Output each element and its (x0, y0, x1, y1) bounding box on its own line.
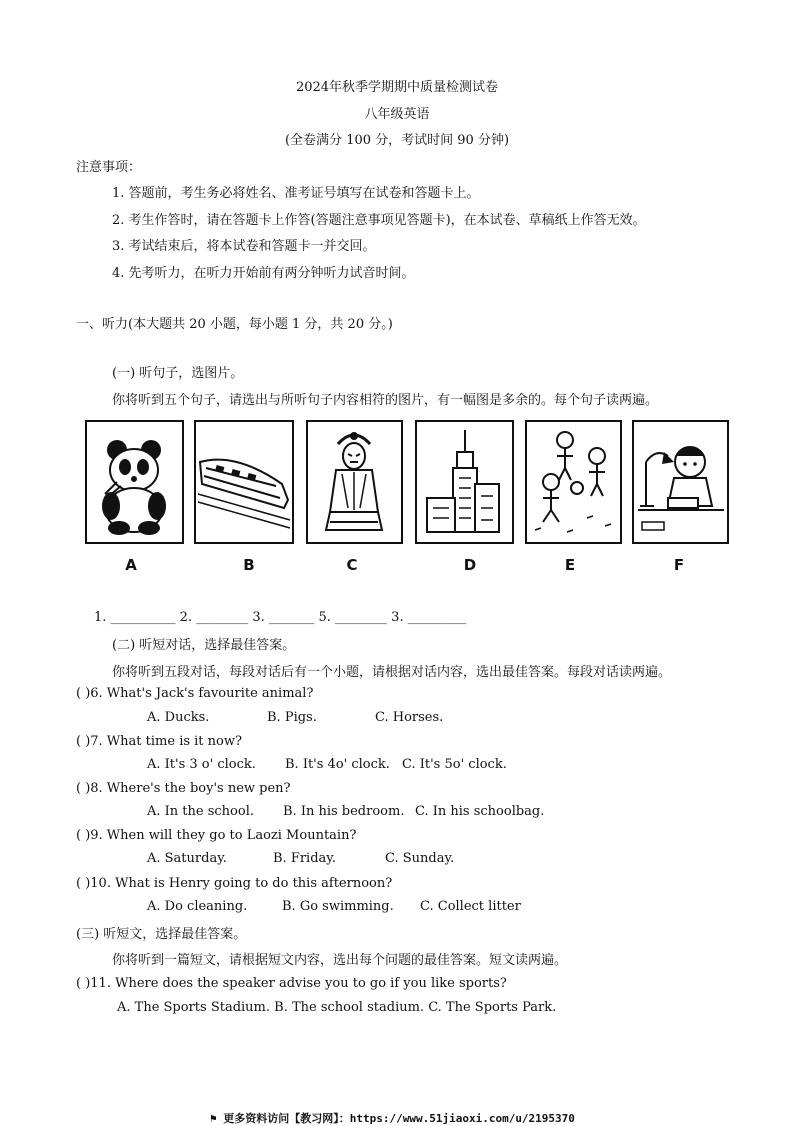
option-c[interactable]: C. Collect litter (420, 899, 521, 914)
picture-letter: E (564, 556, 576, 574)
question-11: ( )11. Where does the speaker advise you to go if you like sports? (76, 976, 507, 991)
question-10: ( )10. What is Henry going to do this afternoon? (76, 876, 393, 891)
option-a[interactable]: A. It's 3 o' clock. (147, 757, 256, 772)
picture-letter: F (673, 556, 685, 574)
question-9: ( )9. When will they go to Laozi Mountain? (76, 828, 357, 843)
picture-letter: D (463, 556, 477, 574)
option-b[interactable]: B. In his bedroom. (283, 804, 405, 819)
picture-letter: C (346, 556, 358, 574)
option-a[interactable]: A. Ducks. (147, 710, 210, 725)
part1-instruction: 你将听到五个句子，请选出与所听句子内容相符的图片，有一幅图是多余的。每个句子读两遍。 (112, 393, 659, 408)
buildings-icon (417, 422, 512, 542)
part3-title: (三) 听短文，选择最佳答案。 (76, 927, 247, 942)
part2-instruction: 你将听到五段对话，每段对话后有一个小题，请根据对话内容，选出最佳答案。每段对话读两遍。 (112, 665, 672, 680)
picture-f (632, 420, 729, 544)
option-c[interactable]: C. Horses. (375, 710, 444, 725)
option-c[interactable]: C. It's 5o' clock. (402, 757, 507, 772)
notice-item: 4. 先考听力，在听力开始前有两分钟听力试音时间。 (112, 266, 415, 281)
option-b[interactable]: B. Friday. (273, 851, 337, 866)
option-a[interactable]: A. Saturday. (147, 851, 227, 866)
part1-title: (一) 听句子，选图片。 (112, 366, 244, 381)
picture-c (306, 420, 403, 544)
question-11-options[interactable]: A. The Sports Stadium. B. The school stadium. C. The Sports Park. (117, 1000, 557, 1015)
notice-heading: 注意事项： (76, 160, 142, 175)
notice-item: 3. 考试结束后，将本试卷和答题卡一并交回。 (112, 239, 376, 254)
train-icon (196, 422, 292, 542)
notice-item: 1. 答题前，考生务必将姓名、准考证号填写在试卷和答题卡上。 (112, 186, 480, 201)
part2-title: (二) 听短对话，选择最佳答案。 (112, 638, 296, 653)
exam-title: 2024年秋季学期期中质量检测试卷 (295, 80, 499, 95)
option-b[interactable]: B. It's 4o' clock. (285, 757, 390, 772)
opera-figure-icon (308, 422, 401, 542)
option-c[interactable]: C. In his schoolbag. (415, 804, 545, 819)
answer-blanks[interactable]: 1. __________ 2. ________ 3. _______ 5. ________ 3. _________ (94, 610, 467, 625)
picture-letter: B (243, 556, 255, 574)
option-b[interactable]: B. Pigs. (267, 710, 317, 725)
option-c[interactable]: C. Sunday. (385, 851, 455, 866)
exam-note: (全卷满分 100 分，考试时间 90 分钟) (284, 133, 510, 148)
question-7: ( )7. What time is it now? (76, 734, 242, 749)
picture-a (85, 420, 184, 544)
picture-e (525, 420, 622, 544)
picture-letter: A (125, 556, 137, 574)
boy-studying-icon (634, 422, 727, 542)
question-6: ( )6. What's Jack's favourite animal? (76, 686, 314, 701)
option-a[interactable]: A. Do cleaning. (147, 899, 248, 914)
flag-icon: ⚑ (210, 1112, 224, 1125)
picture-d (415, 420, 514, 544)
footer-text: 更多资料访问【教习网】：https://www.51jiaoxi.com/u/2195370 (223, 1112, 575, 1125)
children-playing-icon (527, 422, 620, 542)
option-a[interactable]: A. In the school. (147, 804, 254, 819)
notice-item: 2. 考生作答时，请在答题卡上作答(答题注意事项见答题卡)，在本试卷、草稿纸上作答无效。 (112, 213, 646, 228)
section-heading: 一、听力(本大题共 20 小题，每小题 1 分，共 20 分。) (76, 317, 393, 332)
exam-subtitle: 八年级英语 (364, 107, 430, 122)
part3-instruction: 你将听到一篇短文，请根据短文内容，选出每个问题的最佳答案。短文读两遍。 (112, 953, 568, 968)
picture-b (194, 420, 294, 544)
question-8: ( )8. Where's the boy's new pen? (76, 781, 291, 796)
option-b[interactable]: B. Go swimming. (282, 899, 394, 914)
panda-icon (87, 422, 182, 542)
